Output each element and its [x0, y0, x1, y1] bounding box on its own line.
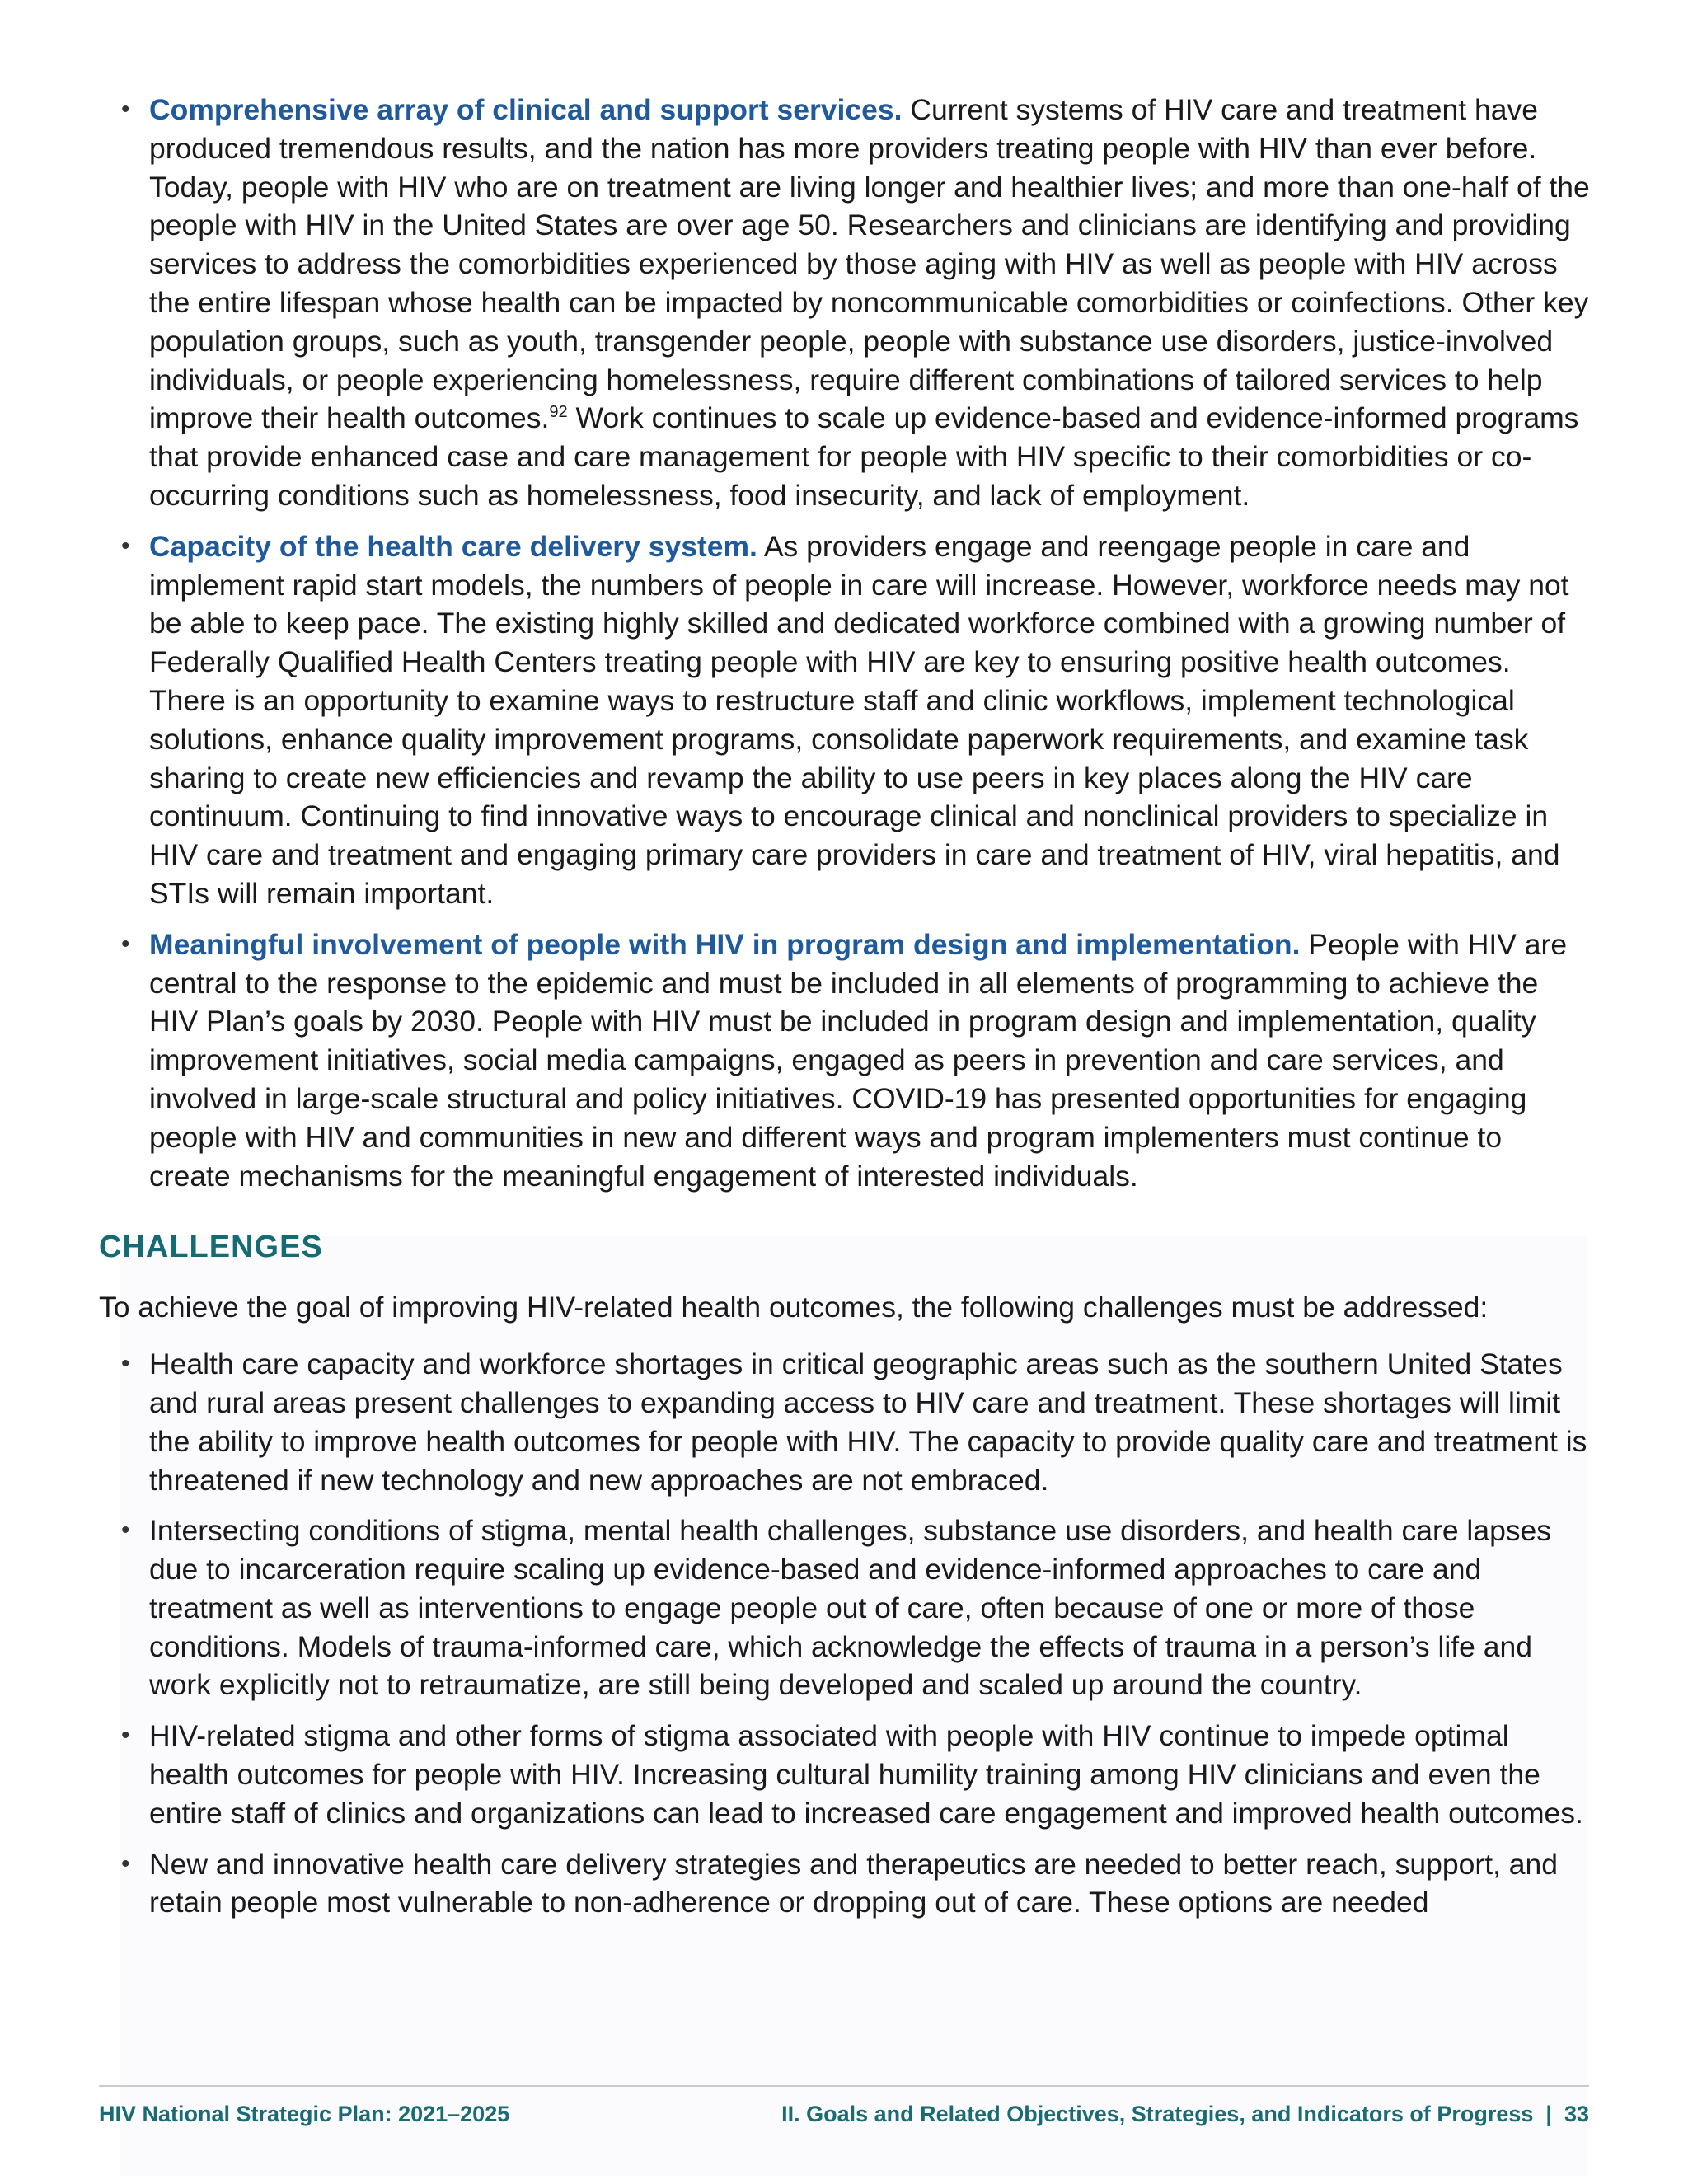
section-heading: CHALLENGES — [99, 1230, 323, 1265]
list-item — [99, 527, 1591, 913]
list-item — [99, 1511, 1591, 1704]
challenges-list — [99, 1345, 1591, 1922]
list-item — [99, 1345, 1591, 1499]
item-text: As providers engage and reengage people in care and implement rapid start models, the numbers of people in care will increase. However, workforce needs may not be able to keep pace. The existing highly skilled and dedicated workforce combined with a growing number of Federally Qualified Health Centers treating people with HIV are key to ensuring positive health outcomes. There is an opportunity to examine ways to restructure staff and clinic workflows, implement technological solutions, enhance quality improvement programs, consolidate paperwork requirements, and examine task sharing to create new efficiencies and revamp the ability to use peers in key places along the HIV care continuum. Continuing to find innovative ways to encourage clinical and nonclinical providers to specialize in HIV care and treatment and engaging primary care providers in care and treatment of HIV, viral hepatitis, and STIs will remain important. — [149, 529, 1569, 910]
footnote-ref[interactable]: 92 — [549, 403, 568, 422]
section-intro: To achieve the goal of improving HIV-related health outcomes, the following challenges must be addressed: — [99, 1291, 1489, 1324]
item-text: Intersecting conditions of stigma, mental health challenges, substance use disorders, and health care lapses due to incarceration require scaling up evidence-based and evidence-informed approaches to care and treatment as well as interventions to engage people out of care, often because of one or more of those conditions. Models of trauma-informed care, which acknowledge the effects of trauma in a person’s life and work explicitly not to retraumatize, are still being developed and scaled up around the country. — [149, 1514, 1552, 1702]
item-text: Current systems of HIV care and treatment have produced tremendous results, and the nation has more providers treating people with HIV than ever before. Today, people with HIV who are on treatment are living longer and healthier lives; and more than one-half of the people with HIV in the United States are over age 50. Researchers and clinicians are identifying and providing services to address the comorbidities experienced by those aging with HIV as well as people with HIV across the entire lifespan whose health can be impacted by noncommunicable comorbidities or coinfections. Other key population groups, such as youth, transgender people, people with substance use disorders, justice-involved individuals, or people experiencing homelessness, require different combinations of tailored services to help improve their health outcomes. — [149, 93, 1590, 435]
bullet-icon: • — [121, 1849, 130, 1877]
bullet-icon: • — [121, 532, 130, 560]
list-item — [99, 1845, 1591, 1923]
main-content — [99, 91, 1591, 1934]
bullet-icon: • — [121, 930, 130, 958]
bullet-icon: • — [121, 1350, 130, 1378]
item-text: HIV-related stigma and other forms of stigma associated with people with HIV continue to impede optimal health outcomes for people with HIV. Increasing cultural humility training among HIV clinicians and even the entire staff of clinics and organizations can lead to increased care engagement and improved health outcomes. — [149, 1719, 1583, 1830]
item-lead: Capacity of the health care delivery system. — [149, 529, 757, 563]
item-text: Health care capacity and workforce shortages in critical geographic areas such as the southern United States and rural areas present challenges to expanding access to HIV care and treatment. These shortages will limit the ability to improve health outcomes for people with HIV. The capacity to provide quality care and treatment is threatened if new technology and new approaches are not embraced. — [149, 1347, 1587, 1497]
footer-divider — [99, 2085, 1589, 2087]
list-item — [99, 926, 1591, 1196]
key-areas-list — [99, 91, 1591, 1195]
footer-section-page: II. Goals and Related Objectives, Strategies, and Indicators of Progress | 33 — [781, 2102, 1589, 2126]
item-text: New and innovative health care delivery strategies and therapeutics are needed to better reach, support, and retain people most vulnerable to non-adherence or dropping out of care. These options are needed — [149, 1847, 1559, 1919]
bullet-icon: • — [121, 1516, 130, 1544]
list-item — [99, 91, 1591, 515]
item-text: People with HIV are central to the response to the epidemic and must be included in all elements of programming to achieve the HIV Plan’s goals by 2030. People with HIV must be included in program design and implementation, quality improvement initiatives, social media campaigns, engaged as peers in prevention and care services, and involved in large-scale structural and policy initiatives. COVID-19 has presented opportunities for engaging people with HIV and communities in new and different ways and program implementers must continue to create mechanisms for the meaningful engagement of interested individuals. — [149, 927, 1568, 1193]
bullet-icon: • — [121, 96, 130, 123]
list-item — [99, 1717, 1591, 1832]
item-text-cont: Work continues to scale up evidence-based and evidence-informed programs that provide enhanced case and care management for people with HIV specific to their comorbidities or co-occurring conditions such as homelessness, food insecurity, and lack of employment. — [149, 401, 1579, 512]
footer-title: HIV National Strategic Plan: 2021–2025 — [99, 2102, 510, 2126]
item-lead: Comprehensive array of clinical and support services. — [149, 93, 903, 126]
bullet-icon: • — [121, 1722, 130, 1750]
item-lead: Meaningful involvement of people with HIV in program design and implementation. — [149, 927, 1301, 961]
